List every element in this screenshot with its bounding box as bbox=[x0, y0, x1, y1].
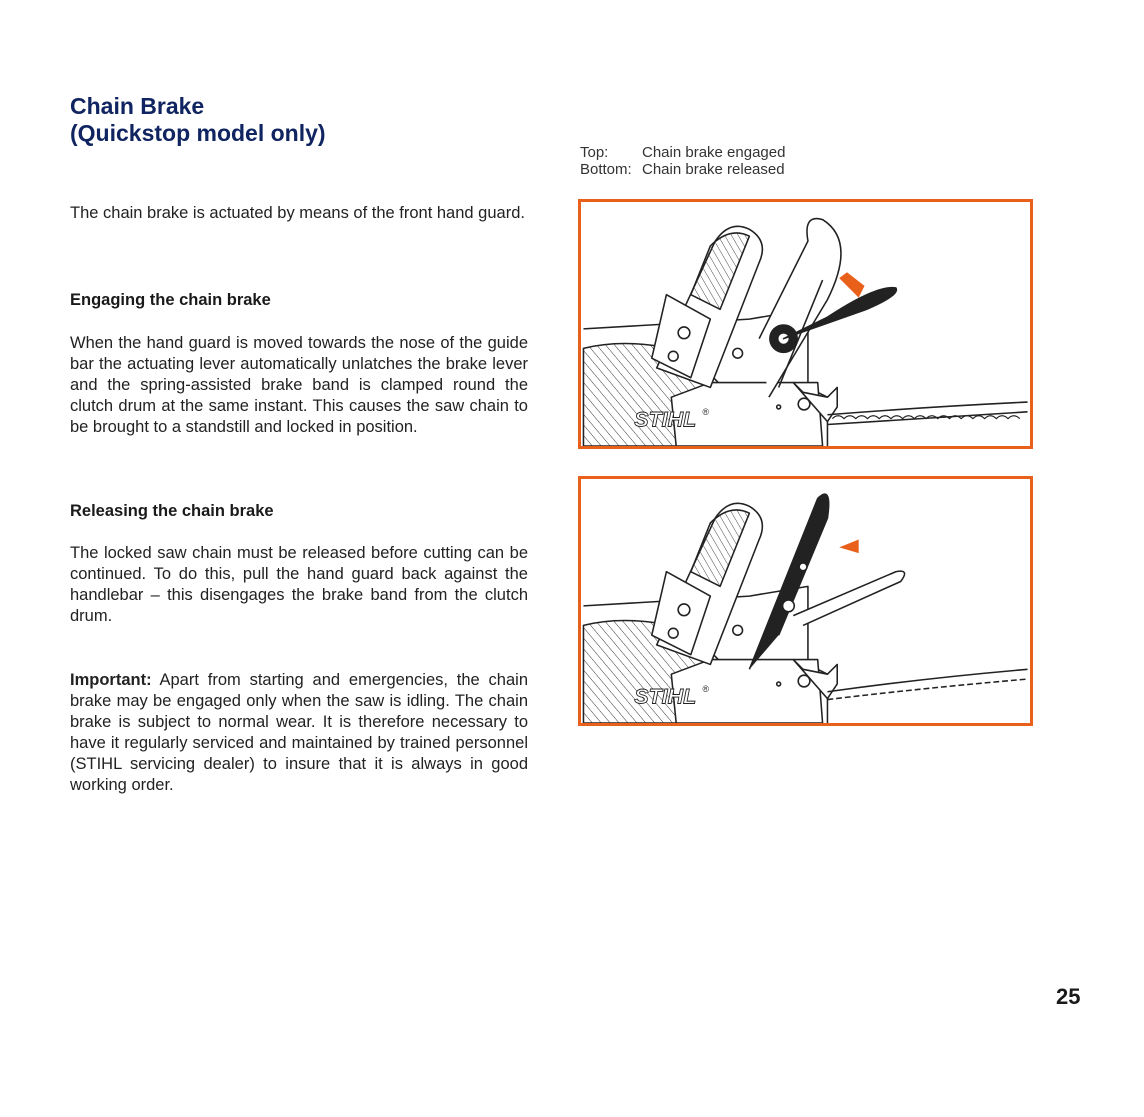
chainsaw-illustration-released bbox=[581, 479, 1030, 723]
arrow-engaged-icon bbox=[839, 272, 864, 297]
important-paragraph bbox=[70, 670, 528, 796]
engaging-paragraph: When the hand guard is moved towards the nose of the guide bar the actuating lever automatically unlatches the brake lever and the spring-assisted brake band is clamped round the clutch drum at the same instant. This causes the saw chain to be brought to a standstill and locked in position. bbox=[70, 334, 528, 436]
caption-bottom-label: Bottom: bbox=[580, 161, 632, 178]
page-number: 25 bbox=[1056, 984, 1081, 1009]
chainsaw-illustration-engaged bbox=[581, 202, 1030, 446]
caption-bottom-text: Chain brake released bbox=[642, 161, 785, 178]
important-text: Apart from starting and emergencies, the chain brake may be engaged only when the saw is idling. The chain brake is subject to normal wear. It is therefore necessary to have it regularly serviced and maintained by trained personnel (STIHL servicing dealer) to insure that it is always in good working order. bbox=[70, 671, 528, 794]
engaging-heading: Engaging the chain brake bbox=[70, 291, 271, 309]
title-line-2: (Quickstop model only) bbox=[70, 120, 326, 146]
releasing-heading: Releasing the chain brake bbox=[70, 502, 274, 520]
caption-top-text: Chain brake engaged bbox=[642, 144, 786, 161]
brand-label: STIHL bbox=[634, 407, 697, 432]
arrow-released-icon bbox=[839, 540, 859, 554]
registered-mark-bottom: ® bbox=[702, 683, 710, 694]
registered-mark: ® bbox=[702, 406, 710, 417]
releasing-paragraph: The locked saw chain must be released before cutting can be continued. To do this, pull the hand guard back against the handlebar – this disengages the brake band from the clutch drum. bbox=[70, 544, 528, 625]
caption-top-label: Top: bbox=[580, 144, 609, 161]
brand-label-bottom: STIHL bbox=[634, 684, 697, 709]
important-label: Important: bbox=[70, 671, 152, 689]
figure-brake-engaged bbox=[578, 199, 1033, 449]
figure-caption bbox=[580, 144, 785, 178]
intro-paragraph: The chain brake is actuated by means of the front hand guard. bbox=[70, 204, 525, 222]
figure-brake-released bbox=[578, 476, 1033, 726]
page-title bbox=[70, 93, 550, 147]
title-line-1: Chain Brake bbox=[70, 93, 205, 119]
